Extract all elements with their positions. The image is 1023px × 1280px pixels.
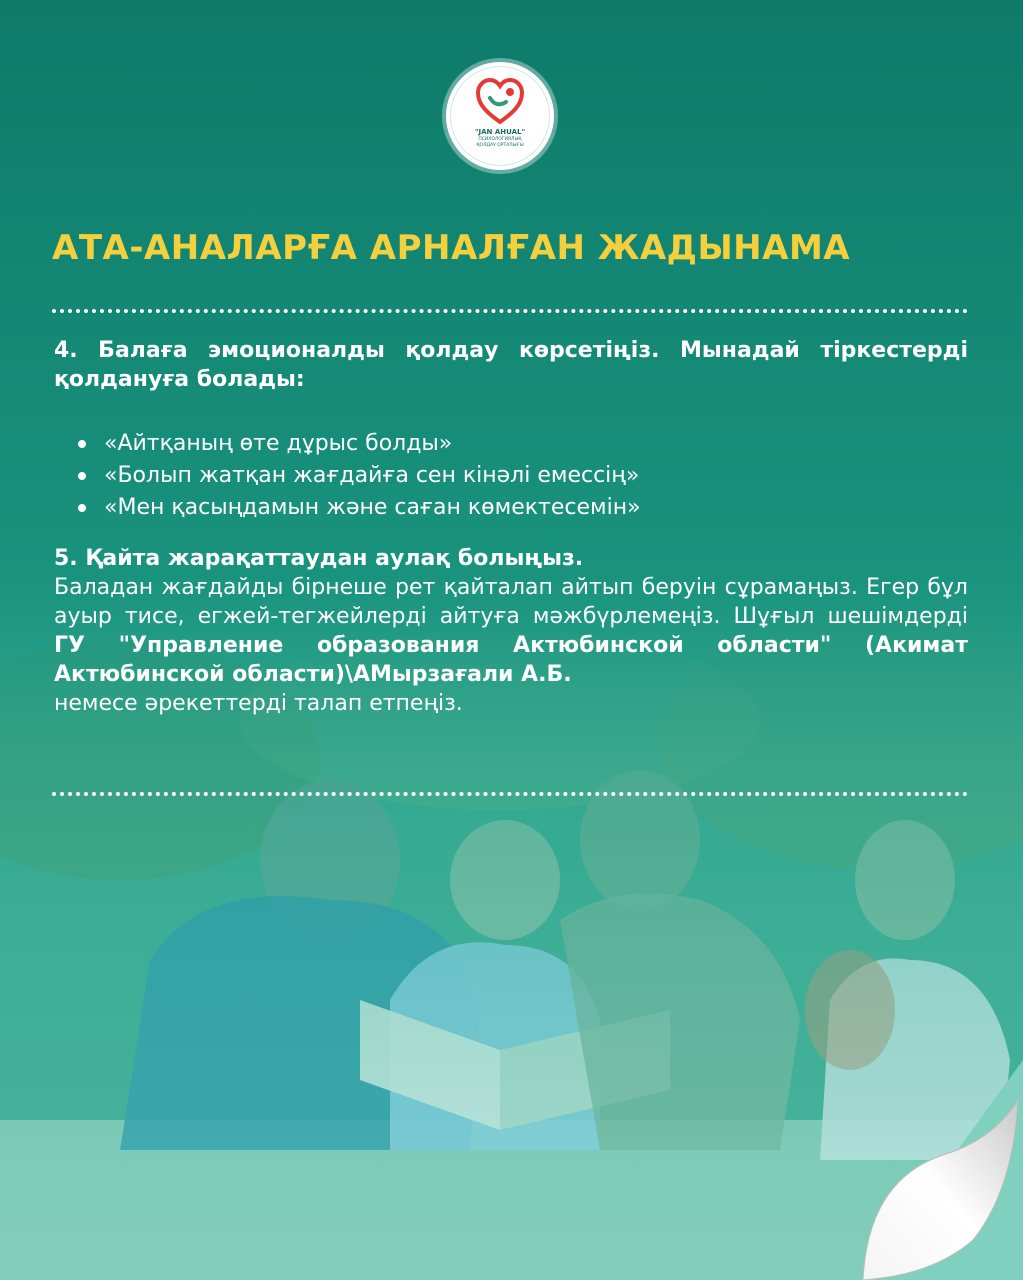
logo-title: "JAN AHUAL" [474,128,526,136]
list-item: «Айтқаның өте дұрыс болды» [54,428,968,460]
section-5-body-bold: ГУ "Управление образования Актюбинской области" (Акимат Актюбинской области)\АМырзағали А.Б. [54,633,968,687]
page-title: АТА-АНАЛАРҒА АРНАЛҒАН ЖАДЫНАМА [52,228,851,268]
section-5-body [54,573,968,689]
list-item: «Мен қасыңдамын және саған көмектесемін» [54,492,968,524]
section-4-title: 4. Балаға эмоционалды қолдау көрсетіңіз. Мынадай тіркестерді қолдануға болады: [54,338,968,392]
organization-logo [446,62,554,170]
memo-content [54,336,968,718]
logo-subtitle: ПСИХОЛОГИЯЛЫҚ ҚОЛДАУ ОРТАЛЫҒЫ [476,137,524,148]
section-5-body-end: немесе әрекеттерді талап етпеңіз. [54,691,463,716]
section-5-body-text: Баладан жағдайды бірнеше рет қайталап айтып беруін сұрамаңыз. Егер бұл ауыр тисе, егжей-тегжейлерді айтуға мәжбүрлемеңіз. Шұғыл шешімдерді [54,575,968,629]
heart-logo-icon [476,78,524,124]
phrase-list [54,428,968,524]
section-5-title: 5. Қайта жарақаттаудан аулақ болыңыз. [54,546,584,571]
bullet-dot-icon [78,440,86,448]
list-item: «Болып жатқан жағдайға сен кінәлі емессің» [54,460,968,492]
dotted-divider-top [52,309,968,313]
dotted-divider-bottom [52,792,968,796]
bullet-dot-icon [78,472,86,480]
page-curl-icon [823,1060,1023,1280]
bullet-dot-icon [78,504,86,512]
